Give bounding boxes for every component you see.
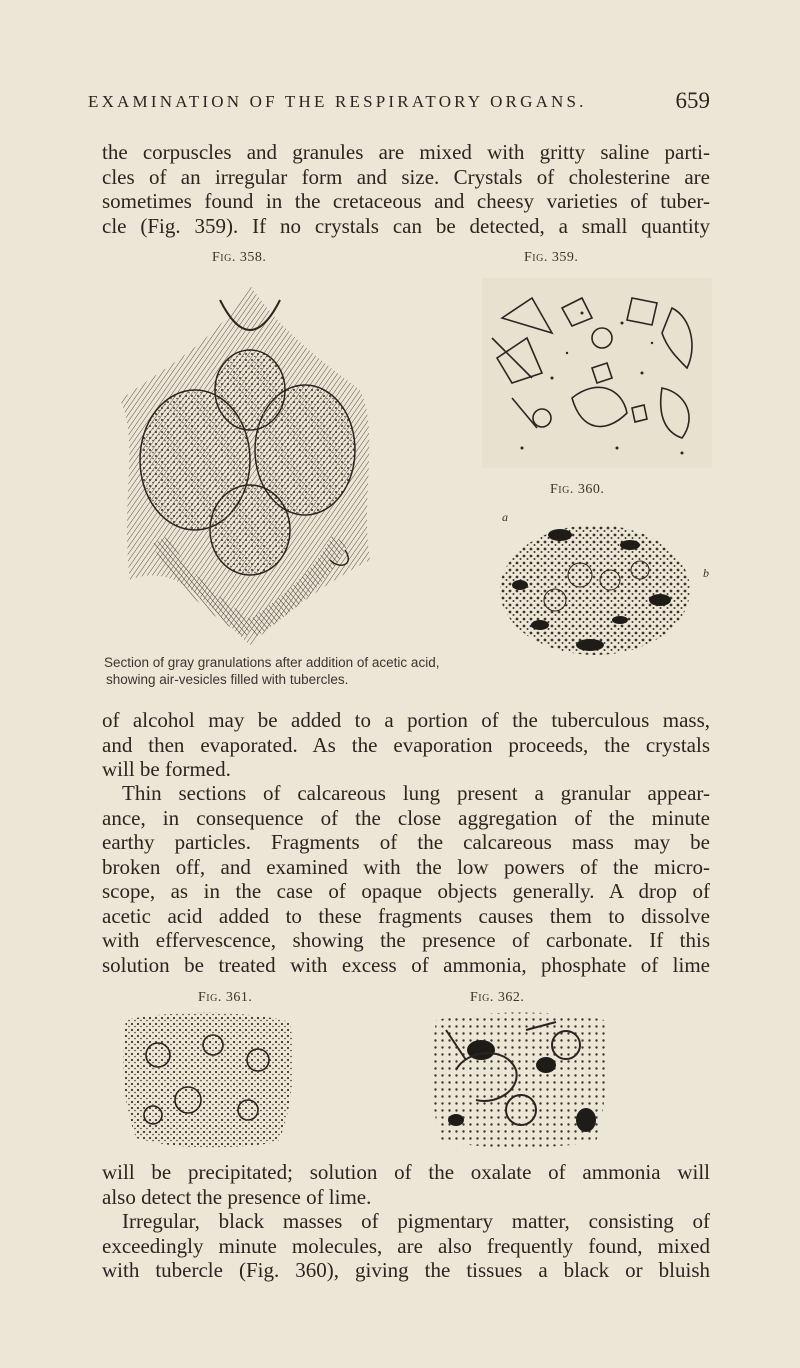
text-line: will be formed. bbox=[102, 757, 231, 781]
paragraph-3 bbox=[102, 781, 710, 977]
fig-360-illustration bbox=[480, 505, 720, 670]
fig-358-caption bbox=[104, 655, 439, 688]
text-line: ance, in consequence of the close aggregation of the minute bbox=[102, 805, 710, 830]
text-line: Irregular, black masses of pigmentary matter, consisting of bbox=[122, 1209, 710, 1233]
text-line: also detect the presence of lime. bbox=[102, 1184, 372, 1209]
fig-361-label: Fig. 361. bbox=[198, 990, 253, 1005]
fig-360-mark-a: a bbox=[502, 510, 508, 524]
text-line: scope, as in the case of opaque objects generally. A drop of bbox=[102, 879, 710, 903]
text-line: with tubercle (Fig. 360), giving the tissues a black or bluish bbox=[102, 1258, 710, 1282]
text-line: will be precipitated; solution of the oxalate of ammonia will bbox=[102, 1160, 710, 1184]
text-line: and then evaporated. As the evaporation proceeds, the crystals bbox=[102, 732, 710, 757]
caption-line: showing air-vesicles filled with tubercles. bbox=[106, 671, 349, 687]
text-line: of alcohol may be added to a portion of the tuberculous mass, bbox=[102, 708, 710, 732]
paragraph-5 bbox=[102, 1209, 710, 1283]
text-line: exceedingly minute molecules, are also frequently found, mixed bbox=[102, 1233, 710, 1258]
fig-358-label: Fig. 358. bbox=[212, 250, 267, 265]
fig-358-illustration bbox=[100, 280, 385, 650]
text-line: acetic acid added to these fragments causes them to dissolve bbox=[102, 903, 710, 928]
fig-362-label: Fig. 362. bbox=[470, 990, 525, 1005]
text-line: cle (Fig. 359). If no crystals can be detected, a small quantity bbox=[102, 213, 710, 238]
running-title: EXAMINATION OF THE RESPIRATORY ORGANS. bbox=[88, 92, 587, 111]
fig-359-label: Fig. 359. bbox=[524, 250, 579, 265]
fig-362-illustration bbox=[426, 1010, 611, 1150]
fig-360-mark-b: b bbox=[703, 566, 709, 580]
text-line: Thin sections of calcareous lung present a granular appear- bbox=[122, 781, 710, 805]
fig-361-illustration bbox=[118, 1010, 298, 1150]
paragraph-4 bbox=[102, 1160, 710, 1209]
fig-359-illustration bbox=[482, 278, 712, 468]
text-line: earthy particles. Fragments of the calcareous mass may be bbox=[102, 830, 710, 854]
text-line: sometimes found in the cretaceous and cheesy varieties of tuber- bbox=[102, 189, 710, 213]
caption-line: Section of gray granulations after addition of acetic acid, bbox=[104, 655, 440, 670]
text-line: cles of an irregular form and size. Crystals of cholesterine are bbox=[102, 164, 710, 189]
text-line: broken off, and examined with the low powers of the micro- bbox=[102, 854, 710, 879]
paragraph-1 bbox=[102, 140, 710, 238]
fig-360-label: Fig. 360. bbox=[550, 482, 605, 497]
page-number: 659 bbox=[675, 88, 710, 113]
text-line: the corpuscles and granules are mixed with gritty saline parti- bbox=[102, 140, 710, 164]
running-header bbox=[88, 88, 710, 118]
text-line: solution be treated with excess of ammonia, phosphate of lime bbox=[102, 952, 710, 977]
paragraph-2 bbox=[102, 708, 710, 782]
text-line: with effervescence, showing the presence of carbonate. If this bbox=[102, 928, 710, 952]
